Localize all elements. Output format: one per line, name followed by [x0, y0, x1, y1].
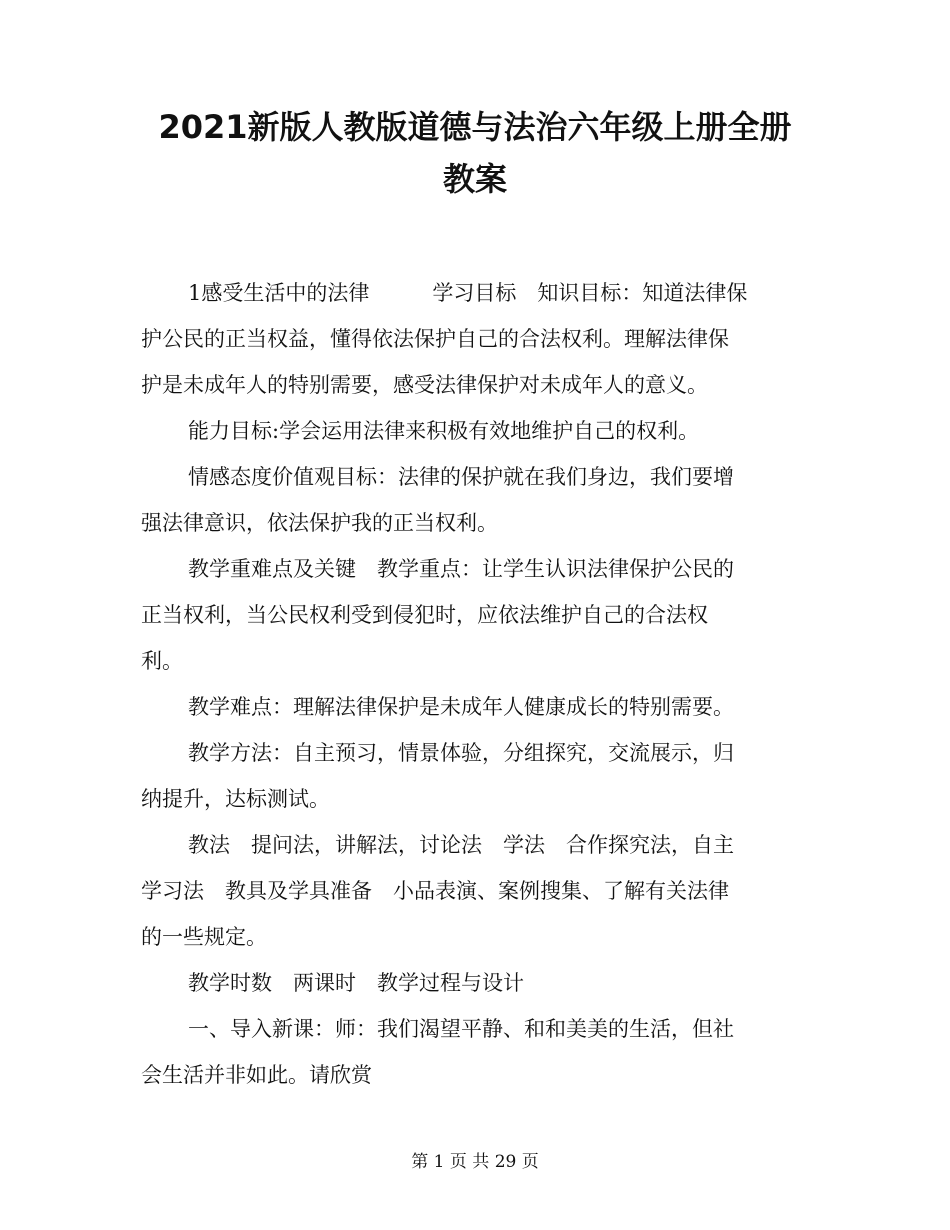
- body-line: 情感态度价值观目标：法律的保护就在我们身边，我们要增: [188, 465, 734, 489]
- body-line: 纳提升，达标测试。: [141, 787, 330, 811]
- body-line: 教学方法：自主预习，情景体验，分组探究，交流展示，归: [188, 741, 734, 765]
- document-title-line-2: 教案: [442, 160, 507, 198]
- body-line: 1感受生活中的法律 学习目标 知识目标：知道法律保: [188, 281, 748, 305]
- document-body: [141, 270, 809, 1098]
- page-footer: 第 1 页 共 29 页: [411, 1152, 539, 1172]
- body-line: 学习法 教具及学具准备 小品表演、案例搜集、了解有关法律: [141, 879, 729, 903]
- body-line: 会生活并非如此。请欣赏: [141, 1063, 372, 1087]
- body-line: 强法律意识，依法保护我的正当权利。: [141, 511, 498, 535]
- body-line: 教学重难点及关键 教学重点：让学生认识法律保护公民的: [188, 557, 734, 581]
- body-line: 护公民的正当权益，懂得依法保护自己的合法权利。理解法律保: [141, 327, 729, 351]
- body-line: 教学难点：理解法律保护是未成年人健康成长的特别需要。: [188, 695, 734, 719]
- document-title-line-1: 2021新版人教版道德与法治六年级上册全册: [158, 108, 792, 146]
- body-line: 护是未成年人的特别需要，感受法律保护对未成年人的意义。: [141, 373, 708, 397]
- body-line: 的一些规定。: [141, 925, 267, 949]
- body-line: 利。: [141, 649, 183, 673]
- body-line: 能力目标:学会运用法律来积极有效地维护自己的权利。: [188, 419, 700, 443]
- body-line: 教法 提问法，讲解法，讨论法 学法 合作探究法，自主: [188, 833, 734, 857]
- body-line: 正当权利，当公民权利受到侵犯时，应依法维护自己的合法权: [141, 603, 708, 627]
- body-line: 教学时数 两课时 教学过程与设计: [188, 971, 524, 995]
- body-line: 一、导入新课：师：我们渴望平静、和和美美的生活，但社: [188, 1017, 734, 1041]
